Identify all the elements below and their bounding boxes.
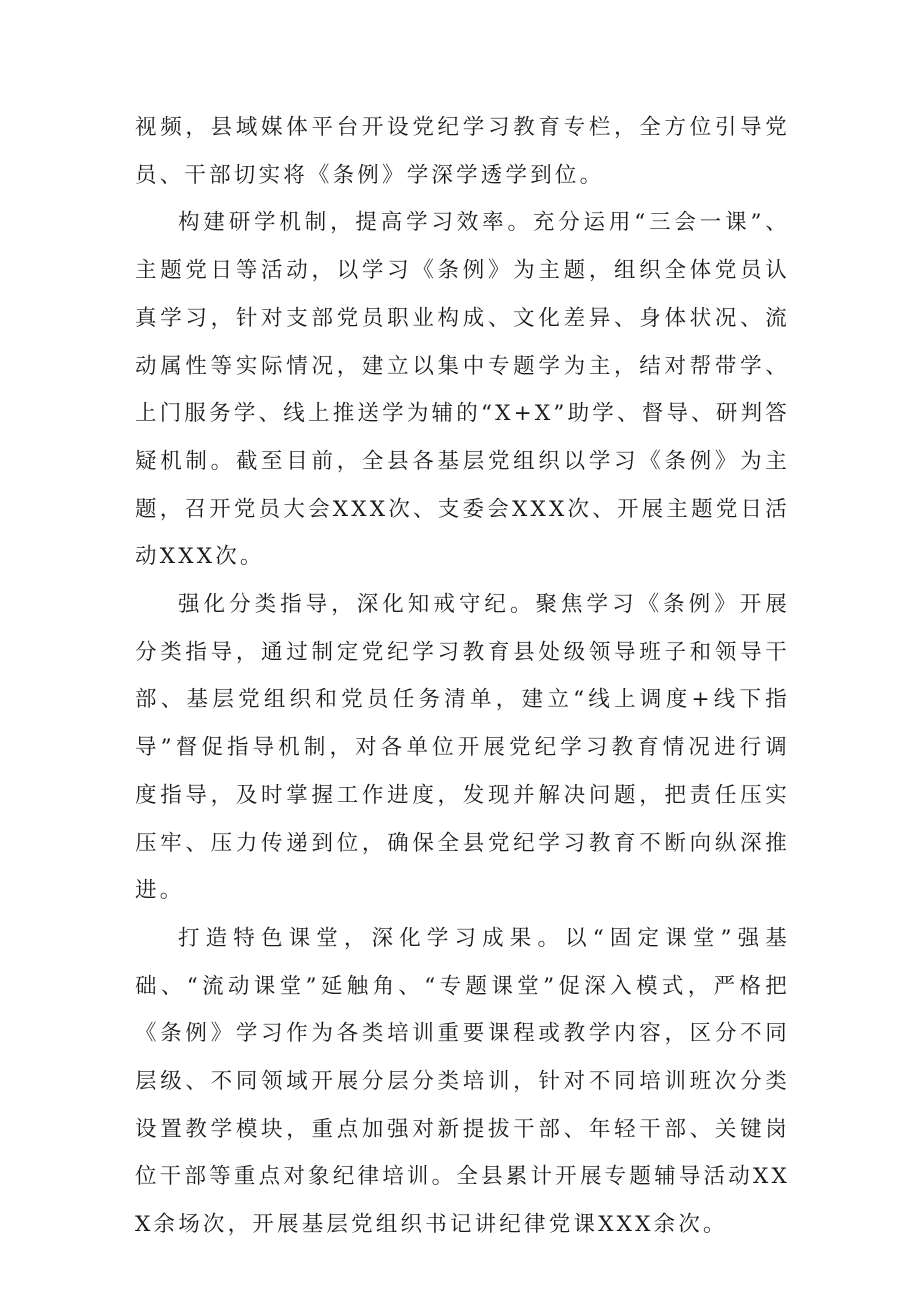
paragraph-study-mechanism: 构建研学机制，提高学习效率。充分运用“三会一课”、主题党日等活动，以学习《条例》为主题，组织全体党员认真学习，针对支部党员职业构成、文化差异、身体状况、流动属性等实际情况，建立以集中专题学为主，结对帮带学、上门服务学、线上推送学为辅的“X+X”助学、督导、研判答疑机制。截至目前，全县各基层党组织以学习《条例》为主题，召开党员大会XXX次、支委会XXX次、开展主题党日活动XXX次。 [135,210,790,570]
paragraph-featured-classroom: 打造特色课堂，深化学习成果。以“固定课堂”强基础、“流动课堂”延触角、“专题课堂”促深入模式，严格把《条例》学习作为各类培训重要课程或教学内容，区分不同层级、不同领域开展分层分类培训，针对不同培训班次分类设置教学模块，重点加强对新提拔干部、年轻干部、关键岗位干部等重点对象纪律培训。全县累计开展专题辅导活动XXX余场次，开展基层党组织书记讲纪律党课XXX余次。 [135,925,790,1238]
document-body [135,104,790,1249]
paragraph-continuation: 视频，县域媒体平台开设党纪学习教育专栏，全方位引导党员、干部切实将《条例》学深学透学到位。 [135,115,790,188]
paragraph-classified-guidance: 强化分类指导，深化知戒守纪。聚焦学习《条例》开展分类指导，通过制定党纪学习教育县处级领导班子和领导干部、基层党组织和党员任务清单，建立“线上调度+线下指导”督促指导机制，对各单位开展党纪学习教育情况进行调度指导，及时掌握工作进度，发现并解决问题，把责任压实压牢、压力传递到位，确保全县党纪学习教育不断向纵深推进。 [135,592,790,904]
